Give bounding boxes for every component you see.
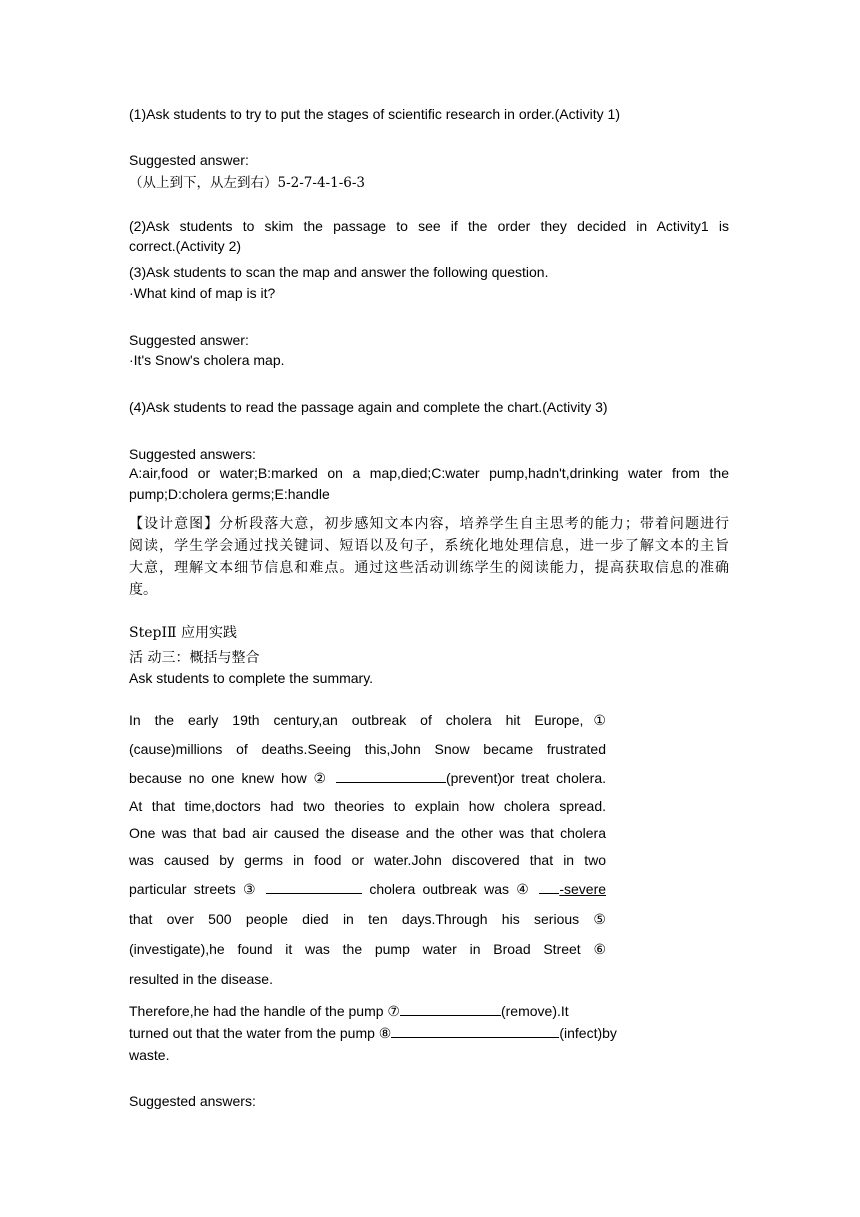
summary-text: Therefore,he had the handle of the pump ⑦ <box>129 1003 400 1019</box>
summary-text: particular streets ③ <box>129 881 259 897</box>
step-heading: StepⅠⅡ 应用实践 <box>129 625 237 641</box>
blank-4[interactable] <box>539 879 559 894</box>
design-intent-line4: 度。 <box>129 582 157 598</box>
blank-7[interactable] <box>400 1001 501 1016</box>
suggested-answers-chart-line2: pump;D:cholera germs;E:handle <box>129 486 330 502</box>
suggested-answer-label: Suggested answer: <box>129 152 249 168</box>
summary-line <box>129 1023 617 1042</box>
summary-line: waste. <box>129 1047 170 1063</box>
suggested-answers-label: Suggested answers: <box>129 1093 256 1109</box>
summary-text: (infect)by <box>559 1025 617 1041</box>
summary-text: (remove).It <box>500 1003 569 1019</box>
summary-line <box>129 768 606 787</box>
summary-line <box>129 1001 569 1020</box>
summary-line: that over 500 people died in ten days.Through his serious ⑤ <box>129 911 606 927</box>
suggested-answer-map: ·It's Snow's cholera map. <box>129 352 285 368</box>
activity-3-question: ·What kind of map is it? <box>129 285 276 301</box>
suggested-answers-label: Suggested answers: <box>129 446 256 462</box>
suggested-answers-chart-line1: A:air,food or water;B:marked on a map,died;C:water pump,hadn't,drinking water from the <box>129 465 729 481</box>
summary-line <box>129 879 606 898</box>
activity-3-instruction: (3)Ask students to scan the map and answer the following question. <box>129 264 549 280</box>
design-intent-line3: 大意，理解文本细节信息和难点。通过这些活动训练学生的阅读能力，提高获取信息的准确 <box>129 560 729 576</box>
summary-line: (investigate),he found it was the pump water in Broad Street ⑥ <box>129 941 606 957</box>
summary-text: because no one knew how ② <box>129 770 330 786</box>
summary-line: In the early 19th century,an outbreak of cholera hit Europe,① <box>129 712 606 728</box>
summary-line: At that time,doctors had two theories to explain how cholera spread. <box>129 798 606 814</box>
summary-line: (cause)millions of deaths.Seeing this,John Snow became frustrated <box>129 741 606 757</box>
activity-2-instruction-line1: (2)Ask students to skim the passage to see if the order they decided in Activity1 is <box>129 218 729 234</box>
summary-line: One was that bad air caused the disease and the other was that cholera <box>129 825 606 841</box>
suggested-answer-order: （从上到下，从左到右）5-2-7-4-1-6-3 <box>129 175 365 191</box>
activity-three-heading: 活 动三：概括与整合 <box>129 650 260 666</box>
design-intent-line1: 【设计意图】分析段落大意，初步感知文本内容，培养学生自主思考的能力；带着问题进行 <box>129 516 729 532</box>
summary-line: was caused by germs in food or water.John discovered that in two <box>129 852 606 868</box>
blank-8[interactable] <box>391 1023 559 1038</box>
summary-instruction: Ask students to complete the summary. <box>129 670 374 686</box>
suggested-answer-label: Suggested answer: <box>129 332 249 348</box>
summary-text: turned out that the water from the pump ⑧ <box>129 1025 392 1041</box>
summary-line: resulted in the disease. <box>129 971 273 987</box>
activity-4-instruction: (4)Ask students to read the passage again and complete the chart.(Activity 3) <box>129 399 608 415</box>
summary-text: (prevent)or treat cholera. <box>445 770 606 786</box>
activity-2-instruction-line2: correct.(Activity 2) <box>129 238 242 254</box>
activity-1-instruction: (1)Ask students to try to put the stages of scientific research in order.(Activity 1) <box>129 106 620 122</box>
summary-text: cholera outbreak was ④ <box>369 881 533 897</box>
design-intent-line2: 阅读，学生学会通过找关键词、短语以及句子，系统化地处理信息，进一步了解文本的主旨 <box>129 538 729 554</box>
summary-text: -severe <box>559 881 607 897</box>
blank-3[interactable] <box>266 879 362 894</box>
blank-2[interactable] <box>336 768 446 783</box>
